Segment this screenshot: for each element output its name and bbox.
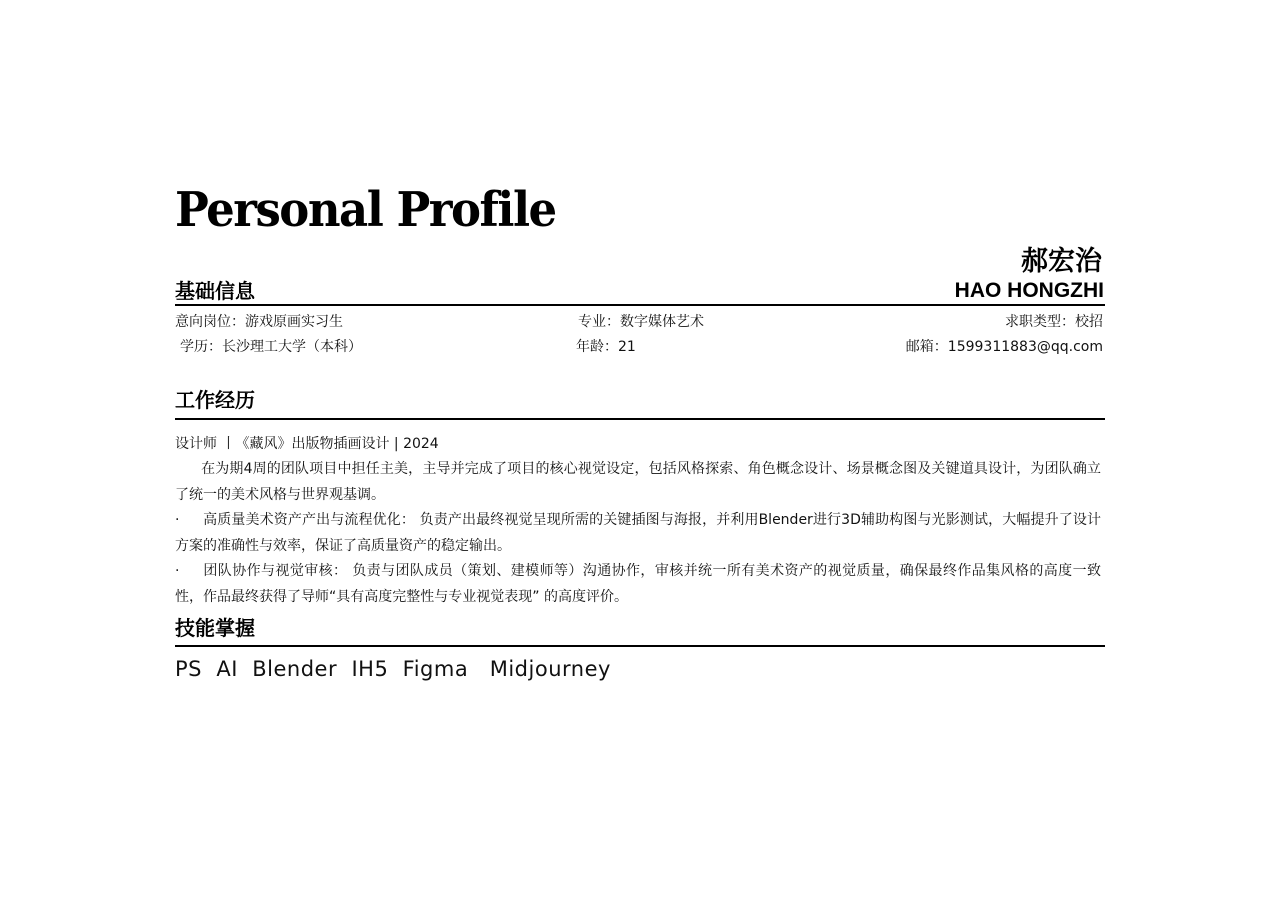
- info-major-value: 数字媒体艺术: [620, 314, 704, 330]
- skills-list: PS AI Blender IH5 Figma Midjourney: [175, 657, 611, 681]
- divider-basic-info: [175, 304, 1105, 306]
- divider-skills: [175, 645, 1105, 647]
- info-age: [576, 340, 636, 354]
- info-age-label: 年龄：: [576, 339, 618, 355]
- info-position-label: 意向岗位：: [175, 314, 245, 330]
- work-bullet-2: [175, 559, 1101, 610]
- work-summary: [175, 457, 1101, 508]
- name-english: HAO HONGZHI: [954, 279, 1104, 302]
- section-heading-skills: 技能掌握: [175, 616, 255, 640]
- info-job-type-label: 求职类型：: [1005, 314, 1075, 330]
- section-heading-work: 工作经历: [175, 388, 255, 412]
- name-chinese: 郝宏治: [1021, 246, 1102, 277]
- info-position: [175, 315, 343, 329]
- work-summary-text: 在为期4周的团队项目中担任主美，主导并完成了项目的核心视觉设定，包括风格探索、角色概念设计、场景概念图及关键道具设计，为团队确立了统一的美术风格与世界观基调。: [175, 461, 1101, 503]
- bullet-mark: ·: [175, 563, 180, 579]
- bullet-mark: ·: [175, 512, 180, 528]
- info-job-type-value: 校招: [1075, 314, 1103, 330]
- work-bullet-1: [175, 508, 1101, 559]
- info-age-value: 21: [618, 339, 636, 355]
- info-education-value: 长沙理工大学（本科）: [222, 339, 362, 355]
- work-bullet-1-text: 高质量美术资产产出与流程优化： 负责产出最终视觉呈现所需的关键插图与海报，并利用Blender进行3D辅助构图与光影测试，大幅提升了设计方案的准确性与效率，保证了高质量资产的稳定输出。: [175, 512, 1101, 554]
- info-education: [180, 340, 362, 354]
- info-email-value[interactable]: 1599311883@qq.com: [947, 339, 1103, 355]
- work-bullet-2-text: 团队协作与视觉审核： 负责与团队成员（策划、建模师等）沟通协作，审核并统一所有美术资产的视觉质量，确保最终作品集风格的高度一致性，作品最终获得了导师“具有高度完整性与专业视觉表现” 的高度评价。: [175, 563, 1101, 605]
- section-heading-basic-info: 基础信息: [175, 279, 255, 303]
- info-education-label: 学历：: [180, 339, 222, 355]
- info-position-value: 游戏原画实习生: [245, 314, 343, 330]
- info-email-label: 邮箱：: [905, 339, 948, 355]
- divider-work: [175, 418, 1105, 420]
- info-major: [578, 315, 704, 329]
- info-email: [906, 340, 1103, 354]
- info-major-label: 专业：: [578, 314, 620, 330]
- work-header: 设计师 丨《藏风》出版物插画设计 | 2024: [175, 436, 439, 452]
- info-job-type: [1005, 315, 1103, 329]
- page-title: Personal Profile: [175, 181, 556, 238]
